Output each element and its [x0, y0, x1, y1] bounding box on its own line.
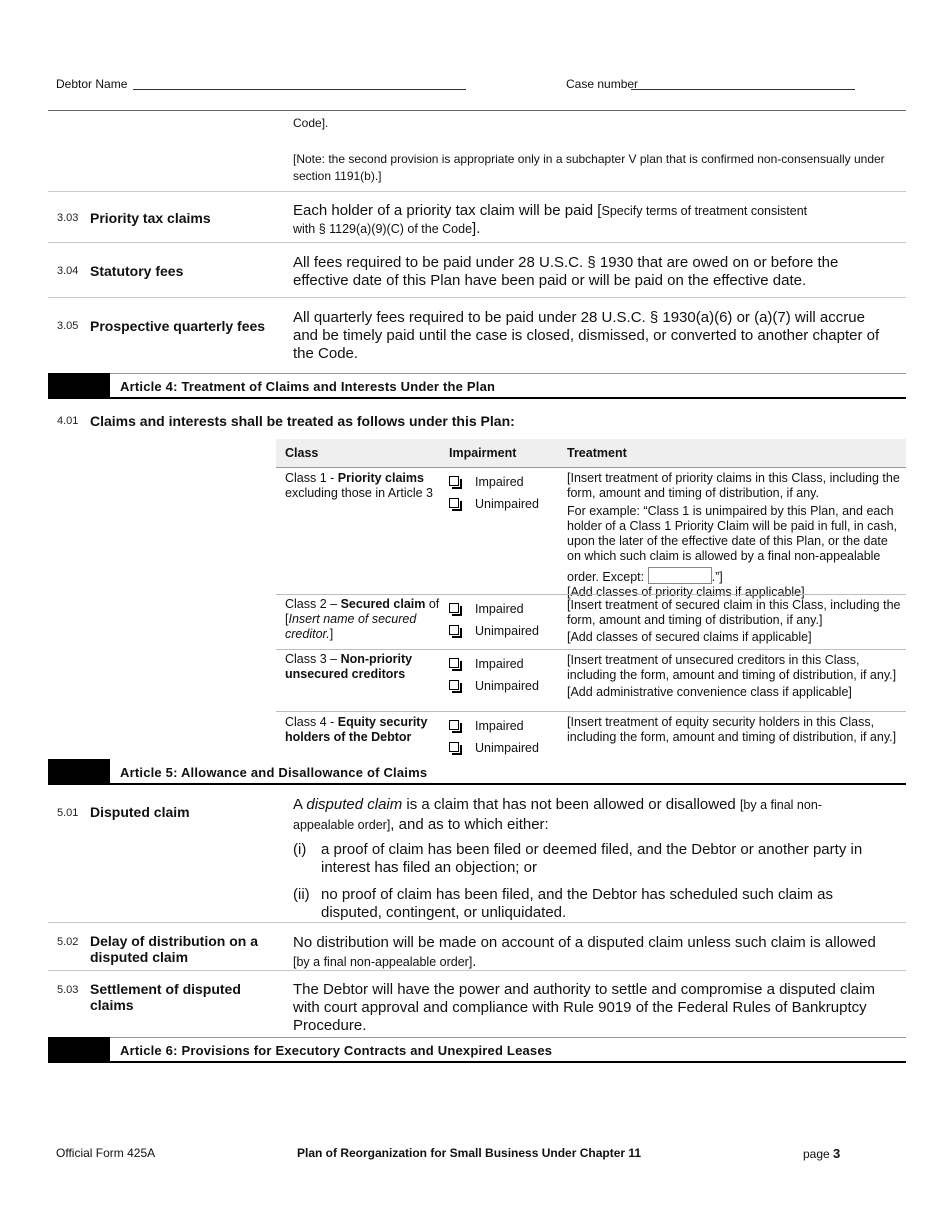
section-label-statutory-fees: Statutory fees [90, 263, 184, 279]
impaired-label: Impaired [475, 657, 524, 671]
article-5-header [48, 759, 906, 785]
text: Class 4 - [285, 715, 338, 729]
text: Equity security holders of the Debtor [285, 715, 428, 744]
footer-page [803, 1146, 840, 1161]
list-marker: (i) [293, 841, 307, 858]
text: of [425, 597, 440, 611]
unimpaired-label: Unimpaired [475, 624, 539, 638]
table-row-separator [276, 649, 906, 650]
text: Class 1 - [285, 471, 338, 485]
section-label-settlement: Settlement of disputed claims [90, 981, 241, 1013]
footer-title: Plan of Reorganization for Small Business Under Chapter 11 [297, 1146, 642, 1160]
text: For example: “Class 1 is unimpaired by this Plan, and each holder of a Class 1 Priority Claim will be paid in full, in cash, upon the later of the effective date of this Plan, or the date on which such claim is allowed by a final non-appealable [567, 504, 897, 563]
section-number: 5.01 [57, 807, 79, 819]
unimpaired-label: Unimpaired [475, 679, 539, 693]
section-text-quarterly-fees: All quarterly fees required to be paid under 28 U.S.C. § 1930(a)(6) or (a)(7) will accrue and be timely paid until the case is closed, dismissed, or converted to another chapter of the Code. [293, 309, 880, 362]
header-rule [48, 110, 906, 111]
article-5-title: Article 5: Allowance and Disallowance of Claims [120, 765, 428, 780]
class-1-cell [285, 471, 440, 501]
text: Insert name of secured creditor. [285, 612, 417, 641]
text: [Insert treatment of priority claims in this Class, including the form, amount and timing of distribution, if any. [567, 471, 900, 500]
class-2-impaired-checkbox[interactable] [449, 601, 459, 616]
class-3-unimpaired-checkbox[interactable] [449, 678, 459, 693]
text: [Add administrative convenience class if applicable] [567, 685, 852, 699]
class-4-treatment: [Insert treatment of equity security holders in this Class, including the form, amount and timing of distribution, if any.] [567, 715, 897, 744]
footer-form-name: Official Form 425A [56, 1146, 156, 1160]
text: No distribution will be made on account of a disputed claim unless such claim is allowed [293, 934, 876, 951]
article-4-header [48, 373, 906, 399]
divider [110, 1061, 906, 1063]
text: with § 1129(a)(9)(C) of the Code [293, 222, 473, 236]
text: Non-priority unsecured creditors [285, 652, 413, 681]
section-number: 3.04 [57, 265, 79, 277]
article-4-title: Article 4: Treatment of Claims and Interests Under the Plan [120, 379, 496, 394]
article-6-header [48, 1037, 906, 1063]
class-1-treatment [567, 471, 902, 600]
divider [48, 191, 906, 192]
text: [Insert treatment of unsecured creditors in this Class, including the form, amount and timing of distribution, if any.] [567, 653, 897, 682]
text: [Add classes of secured claims if applicable] [567, 630, 812, 644]
divider [110, 783, 906, 785]
text: Priority claims [337, 471, 424, 485]
section-number: 4.01 [57, 415, 79, 427]
section-text-priority-tax [293, 202, 893, 238]
divider [110, 397, 906, 399]
article-marker [48, 373, 110, 399]
carryover-note: [Note: the second provision is appropriate only in a subchapter V plan that is confirmed non-consensually under section 1191(b).] [293, 152, 885, 183]
class-1-impaired-checkbox[interactable] [449, 474, 459, 489]
text: [Insert treatment of secured claim in this Class, including the form, amount and timing of distribution, if any.] [567, 598, 901, 627]
divider [110, 1037, 906, 1038]
text: [ [285, 612, 289, 626]
text: .”] [711, 570, 723, 584]
divider [48, 922, 906, 923]
list-item: a proof of claim has been filed or deemed filed, and the Debtor or another party in interest has filed an objection; or [321, 841, 863, 876]
case-number-field[interactable] [631, 89, 855, 90]
class-2-unimpaired-checkbox[interactable] [449, 623, 459, 638]
text: [by a final non-appealable order] [293, 955, 473, 969]
text: A [293, 796, 307, 813]
carryover-text: Code]. [293, 116, 329, 130]
list-item: no proof of claim has been filed, and the Debtor has scheduled such claim as disputed, contingent, or unliquidated. [321, 886, 833, 921]
column-header-treatment: Treatment [567, 446, 627, 460]
column-header-class: Class [285, 446, 319, 460]
text: appealable order] [293, 818, 391, 832]
text: ] [329, 627, 334, 641]
class-4-cell [285, 715, 440, 745]
section-number: 5.03 [57, 984, 79, 996]
text: Specify terms of treatment consistent [601, 204, 808, 218]
text: Class 2 – [285, 597, 341, 611]
text: [by a final non- [739, 798, 822, 812]
page-number: 3 [833, 1146, 841, 1161]
text: Class 3 – [285, 652, 341, 666]
divider [48, 970, 906, 971]
class-2-treatment [567, 598, 902, 645]
divider [48, 242, 906, 243]
text: is a claim that has not been allowed or disallowed [402, 796, 740, 813]
except-input[interactable] [648, 567, 712, 584]
table-row-separator [276, 711, 906, 712]
section-label-delay-distribution: Delay of distribution on a disputed claim [90, 933, 259, 965]
divider [110, 373, 906, 374]
class-4-unimpaired-checkbox[interactable] [449, 740, 459, 755]
class-1-unimpaired-checkbox[interactable] [449, 496, 459, 511]
class-3-treatment [567, 653, 902, 700]
article-6-title: Article 6: Provisions for Executory Contracts and Unexpired Leases [120, 1043, 553, 1058]
section-text-settlement: The Debtor will have the power and authority to settle and compromise a disputed claim with court approval and compliance with Rule 9019 of the Federal Rules of Bankruptcy Procedure. [293, 981, 875, 1034]
divider [48, 297, 906, 298]
impaired-label: Impaired [475, 475, 524, 489]
section-text-statutory-fees: All fees required to be paid under 28 U.S.C. § 1930 that are owed on or before the effective date of this Plan have been paid or will be paid on the effective date. [293, 254, 839, 289]
text: disputed claim [306, 796, 403, 813]
table-row-separator [276, 594, 906, 595]
class-2-cell [285, 597, 440, 642]
impaired-label: Impaired [475, 602, 524, 616]
section-label-quarterly-fees: Prospective quarterly fees [90, 318, 266, 334]
article-marker [48, 759, 110, 785]
section-text-delay-distribution [293, 933, 893, 972]
text: Each holder of a priority tax claim will be paid [ [293, 202, 602, 219]
debtor-name-label: Debtor Name [56, 77, 128, 91]
class-4-impaired-checkbox[interactable] [449, 718, 459, 733]
impaired-label: Impaired [475, 719, 524, 733]
section-label-claims-treated: Claims and interests shall be treated as follows under this Plan: [90, 413, 515, 429]
section-label-disputed-claim: Disputed claim [90, 804, 190, 820]
list-marker: (ii) [293, 886, 310, 903]
text: excluding those in Article 3 [285, 486, 434, 500]
section-number: 5.02 [57, 936, 79, 948]
section-number: 3.05 [57, 320, 79, 332]
text: Secured claim [340, 597, 426, 611]
text: ]. [472, 220, 481, 237]
text: [Add classes of priority claims if applicable] [567, 585, 805, 599]
text: . [472, 953, 477, 970]
text: order. Except: [567, 570, 645, 584]
unimpaired-label: Unimpaired [475, 741, 539, 755]
case-number-label: Case number [566, 77, 639, 91]
section-text-disputed-claim [293, 795, 893, 835]
class-3-cell [285, 652, 440, 682]
article-marker [48, 1037, 110, 1063]
class-3-impaired-checkbox[interactable] [449, 656, 459, 671]
text: , and as to which either: [390, 816, 549, 833]
page-label: page [803, 1147, 830, 1161]
unimpaired-label: Unimpaired [475, 497, 539, 511]
section-label-priority-tax: Priority tax claims [90, 210, 211, 226]
section-number: 3.03 [57, 212, 79, 224]
debtor-name-field[interactable] [133, 89, 466, 90]
column-header-impairment: Impairment [449, 446, 517, 460]
